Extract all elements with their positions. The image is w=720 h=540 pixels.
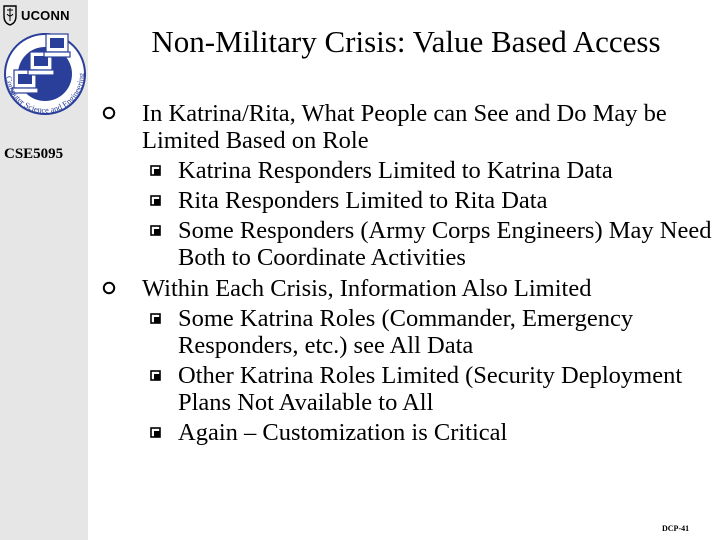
bullet-text: Within Each Crisis, Information Also Limited: [142, 275, 592, 302]
brand-header: [2, 2, 70, 28]
hollow-circle-bullet-icon: [102, 281, 116, 295]
sub-bullet-item: [102, 419, 714, 446]
sub-bullet-item: [102, 157, 714, 184]
course-code: CSE5095: [4, 146, 64, 162]
bullet-item: [102, 100, 714, 154]
sub-bullet-item: [102, 217, 714, 271]
slide-content: [102, 100, 714, 446]
bullet-item: [102, 275, 714, 302]
bullet-text: In Katrina/Rita, What People can See and Do May be Limited Based on Role: [142, 100, 667, 154]
department-logo: [0, 30, 90, 122]
square-bullet-icon: [150, 313, 161, 324]
sub-bullet-text: Katrina Responders Limited to Katrina Data: [178, 157, 613, 184]
sub-bullet-item: [102, 362, 714, 416]
uconn-seal-icon: [2, 4, 18, 26]
sub-bullet-item: [102, 187, 714, 214]
slide-footer: DCP-41: [662, 524, 690, 533]
sub-bullet-text: Rita Responders Limited to Rita Data: [178, 187, 548, 214]
sub-bullet-item: [102, 305, 714, 359]
square-bullet-icon: [150, 225, 161, 236]
sub-bullet-text: Some Katrina Roles (Commander, Emergency Responders, etc.) see All Data: [178, 305, 634, 359]
square-bullet-icon: [150, 165, 161, 176]
square-bullet-icon: [150, 427, 161, 438]
square-bullet-icon: [150, 195, 161, 206]
sub-bullet-text: Again – Customization is Critical: [178, 419, 508, 446]
sub-bullet-text: Other Katrina Roles Limited (Security Deployment Plans Not Available to All: [178, 362, 683, 416]
svg-text:Computer Science and Engineeri: Computer Science and Engineering: [3, 72, 87, 116]
square-bullet-icon: [150, 370, 161, 381]
hollow-circle-bullet-icon: [102, 106, 116, 120]
sub-bullet-text: Some Responders (Army Corps Engineers) May Need Both to Coordinate Activities: [178, 217, 712, 271]
brand-name: UCONN: [21, 7, 70, 23]
slide-title: Non-Military Crisis: Value Based Access: [151, 24, 661, 59]
